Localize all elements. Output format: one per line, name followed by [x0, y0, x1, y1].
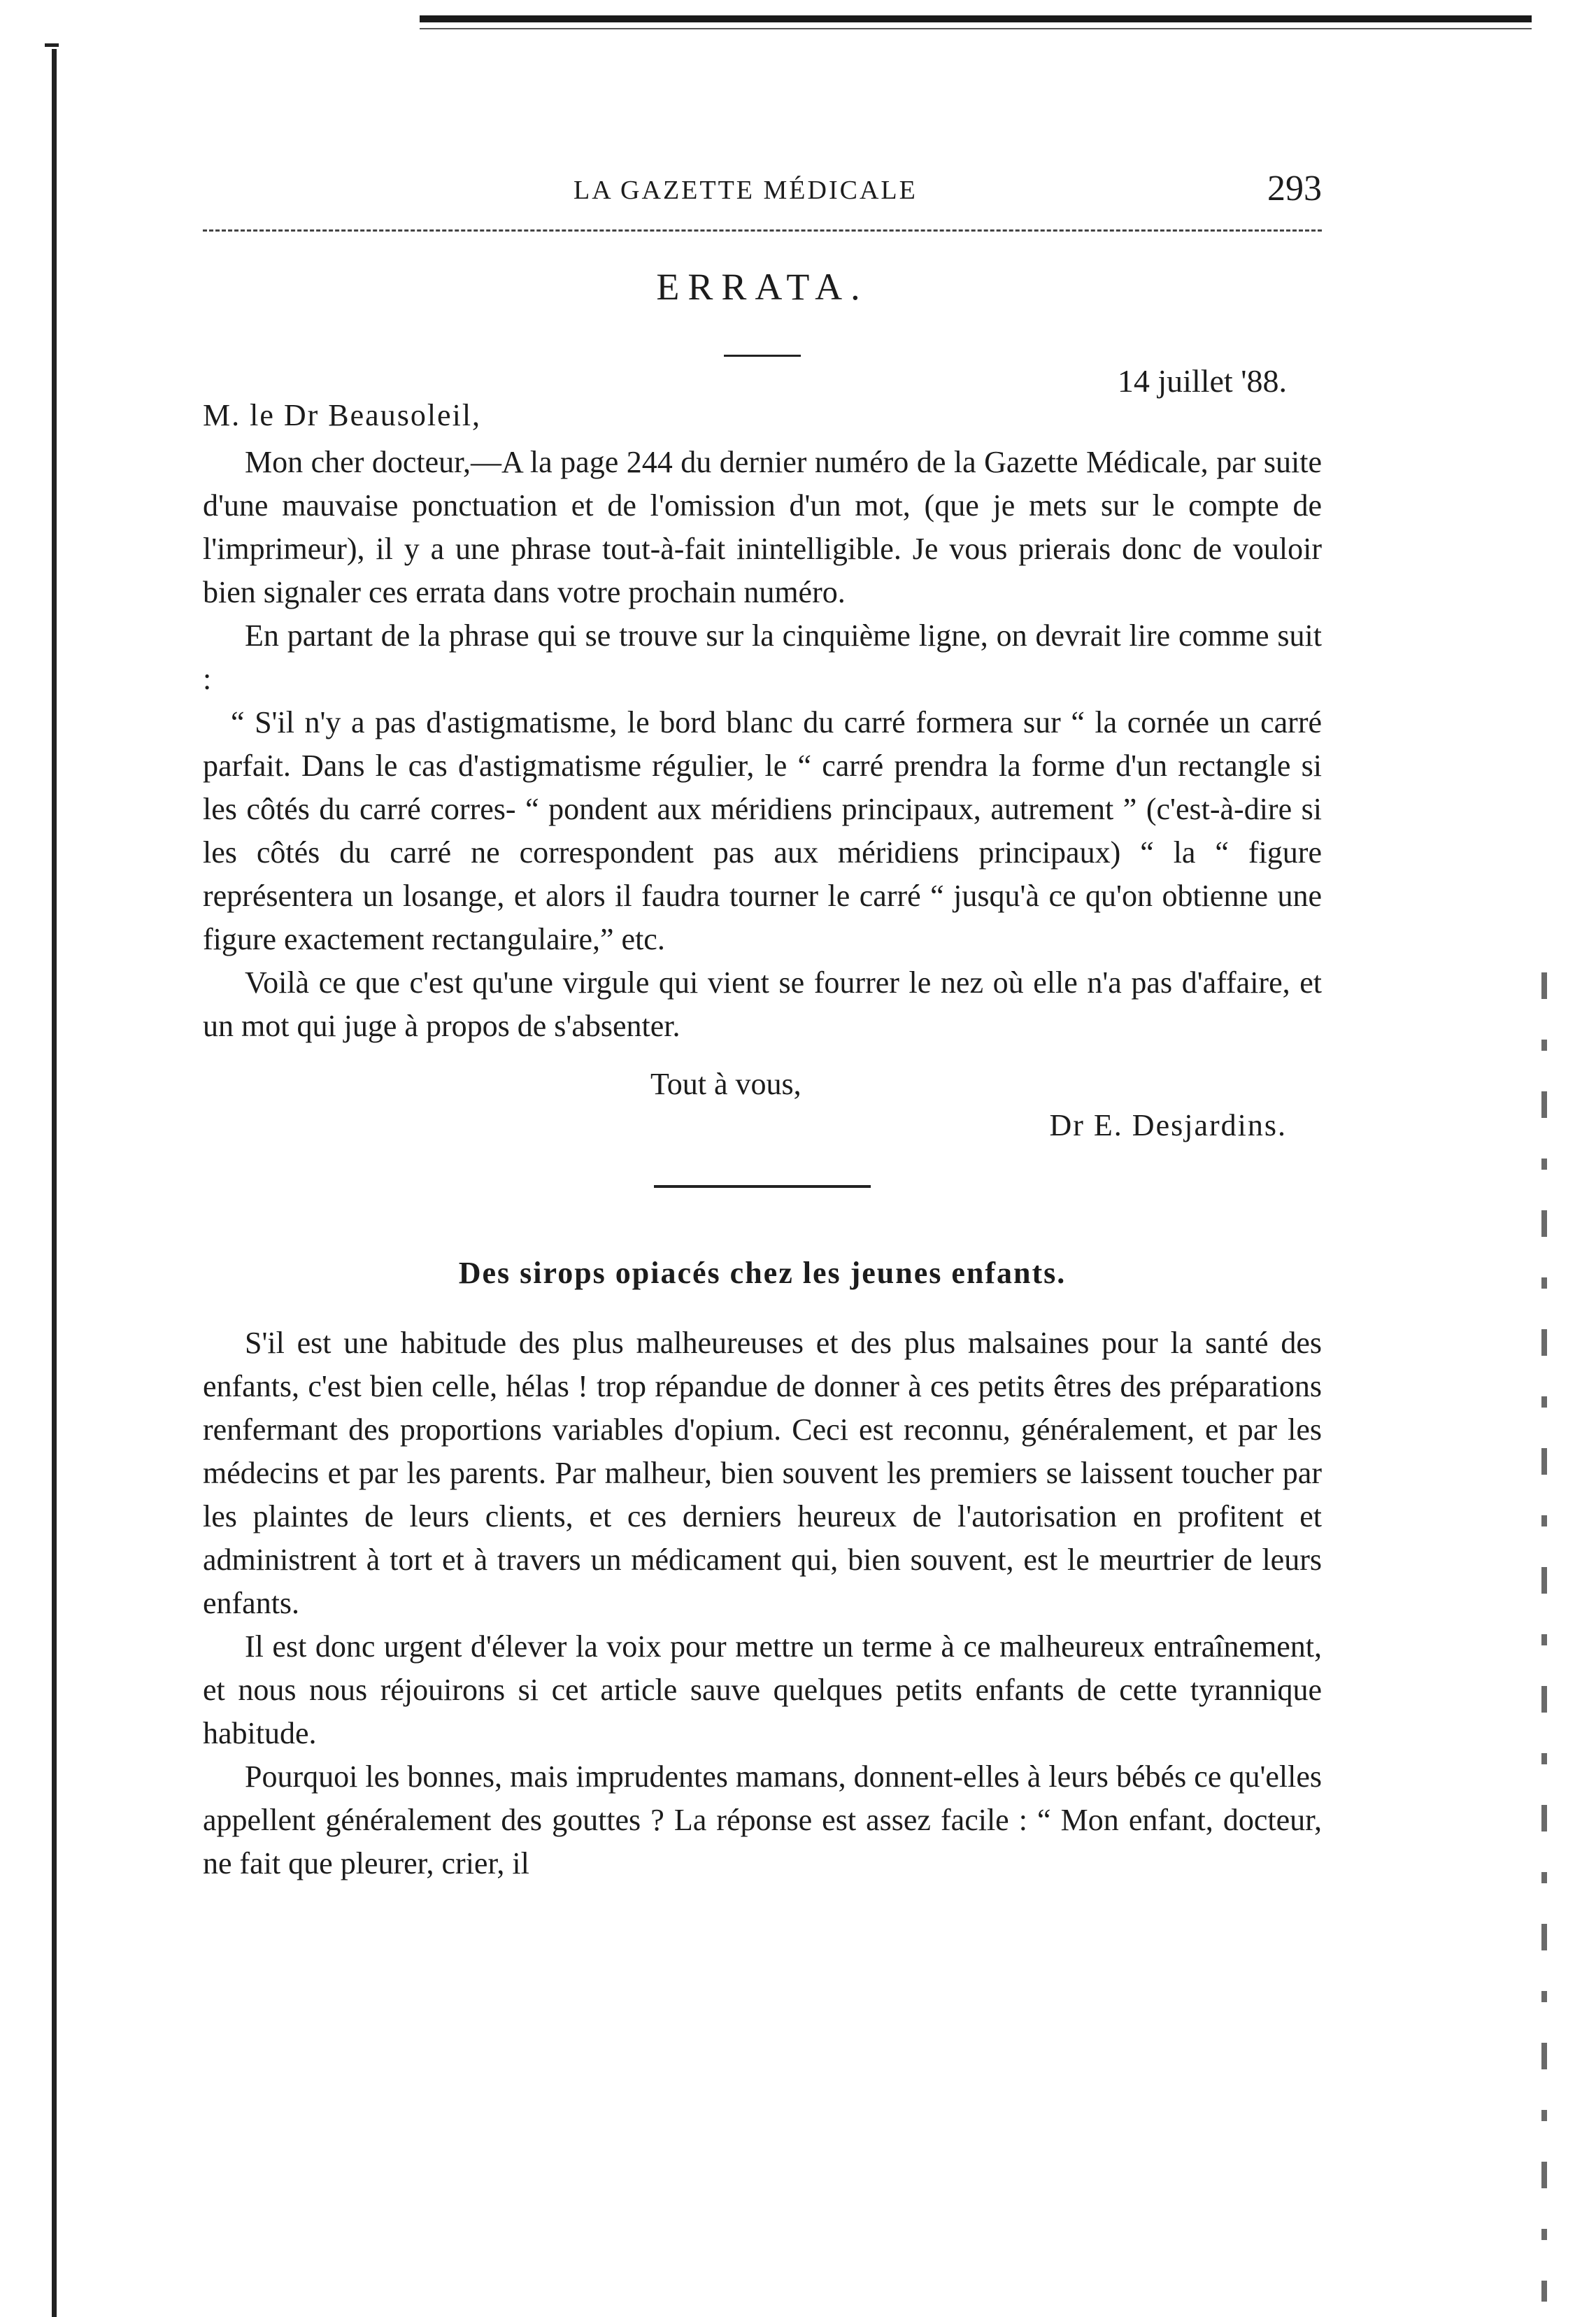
letter-date: 14 juillet '88. [1117, 363, 1287, 399]
errata-paragraph: Voilà ce que c'est qu'une virgule qui vient se fourrer le nez où elle n'a pas d'affaire, et un mot qui juge à propos de s'absenter. [203, 965, 1322, 1043]
scan-edge-marks [1541, 972, 1547, 2302]
letter-recipient: M. le Dr Beausoleil, [203, 398, 482, 432]
letter-address-block [203, 357, 1322, 441]
errata-quotation: “ S'il n'y a pas d'astigmatisme, le bord blanc du carré formera sur “ la cornée un carré parfait. Dans le cas d'astigmatisme régulier, le “ carré prendra la forme d'un rectangle si les côtés du carré corres- “ pondent aux méridiens principaux, autrement ” (c'est-à-dire si les côtés du carré ne correspondent pas aux méridiens principaux) “ la “ figure représentera un losange, et alors il faudra tourner le carré “ jusqu'à ce qu'on obtienne une figure exactement rectangulaire,” etc. [203, 705, 1322, 956]
article-paragraph: Pourquoi les bonnes, mais imprudentes mamans, donnent-elles à leurs bébés ce qu'elles appellent généralement des gouttes ? La réponse est assez facile : “ Mon enfant, docteur, ne fait que pleurer, crier, il [203, 1759, 1322, 1880]
running-head [203, 168, 1322, 213]
header-rule [203, 229, 1322, 232]
page-content [203, 168, 1322, 1885]
article-title: Des sirops opiacés chez les jeunes enfants. [458, 1256, 1067, 1290]
journal-title: LA GAZETTE MÉDICALE [573, 176, 918, 205]
article-paragraph: S'il est une habitude des plus malheureuses et des plus malsaines pour la santé des enfants, c'est bien celle, hélas ! trop répandue de donner à ces petits êtres des préparations renfermant des proportions variables d'opium. Ceci est reconnu, généralement, et par les médecins et par les parents. Par malheur, bien souvent les premiers se laissent toucher par les plaintes de leurs clients, et ces derniers heureux de l'autorisation en profitent et administrent à tort et à travers un médicament qui, bien souvent, est le meurtrier de leurs enfants. [203, 1326, 1322, 1620]
page-number: 293 [1267, 169, 1322, 208]
binding-tick [45, 43, 59, 47]
binding-edge [52, 49, 57, 2317]
letter-signature: Dr E. Desjardins. [1049, 1108, 1287, 1142]
top-border-thin-rule [420, 28, 1532, 29]
errata-paragraph: Mon cher docteur,—A la page 244 du dernier numéro de la Gazette Médicale, par suite d'une mauvaise ponctuation et de l'omission d'un mot, (que je mets sur le compte de l'imprimeur), il y a une phrase tout-à-fait inintelligible. Je vous prierais donc de vouloir bien signaler ces errata dans votre prochain numéro. [203, 445, 1322, 609]
section-divider [654, 1185, 871, 1188]
errata-title: ERRATA. [656, 266, 869, 308]
top-border-rule [420, 15, 1532, 22]
errata-paragraph: En partant de la phrase qui se trouve sur la cinquième ligne, on devrait lire comme suit : [203, 618, 1322, 696]
article-paragraph: Il est donc urgent d'élever la voix pour mettre un terme à ce malheureux entraînement, et nous nous réjouirons si cet article sauve quelques petits enfants de cette tyrannique habitude. [203, 1629, 1322, 1750]
letter-closing: Tout à vous, [650, 1067, 801, 1101]
